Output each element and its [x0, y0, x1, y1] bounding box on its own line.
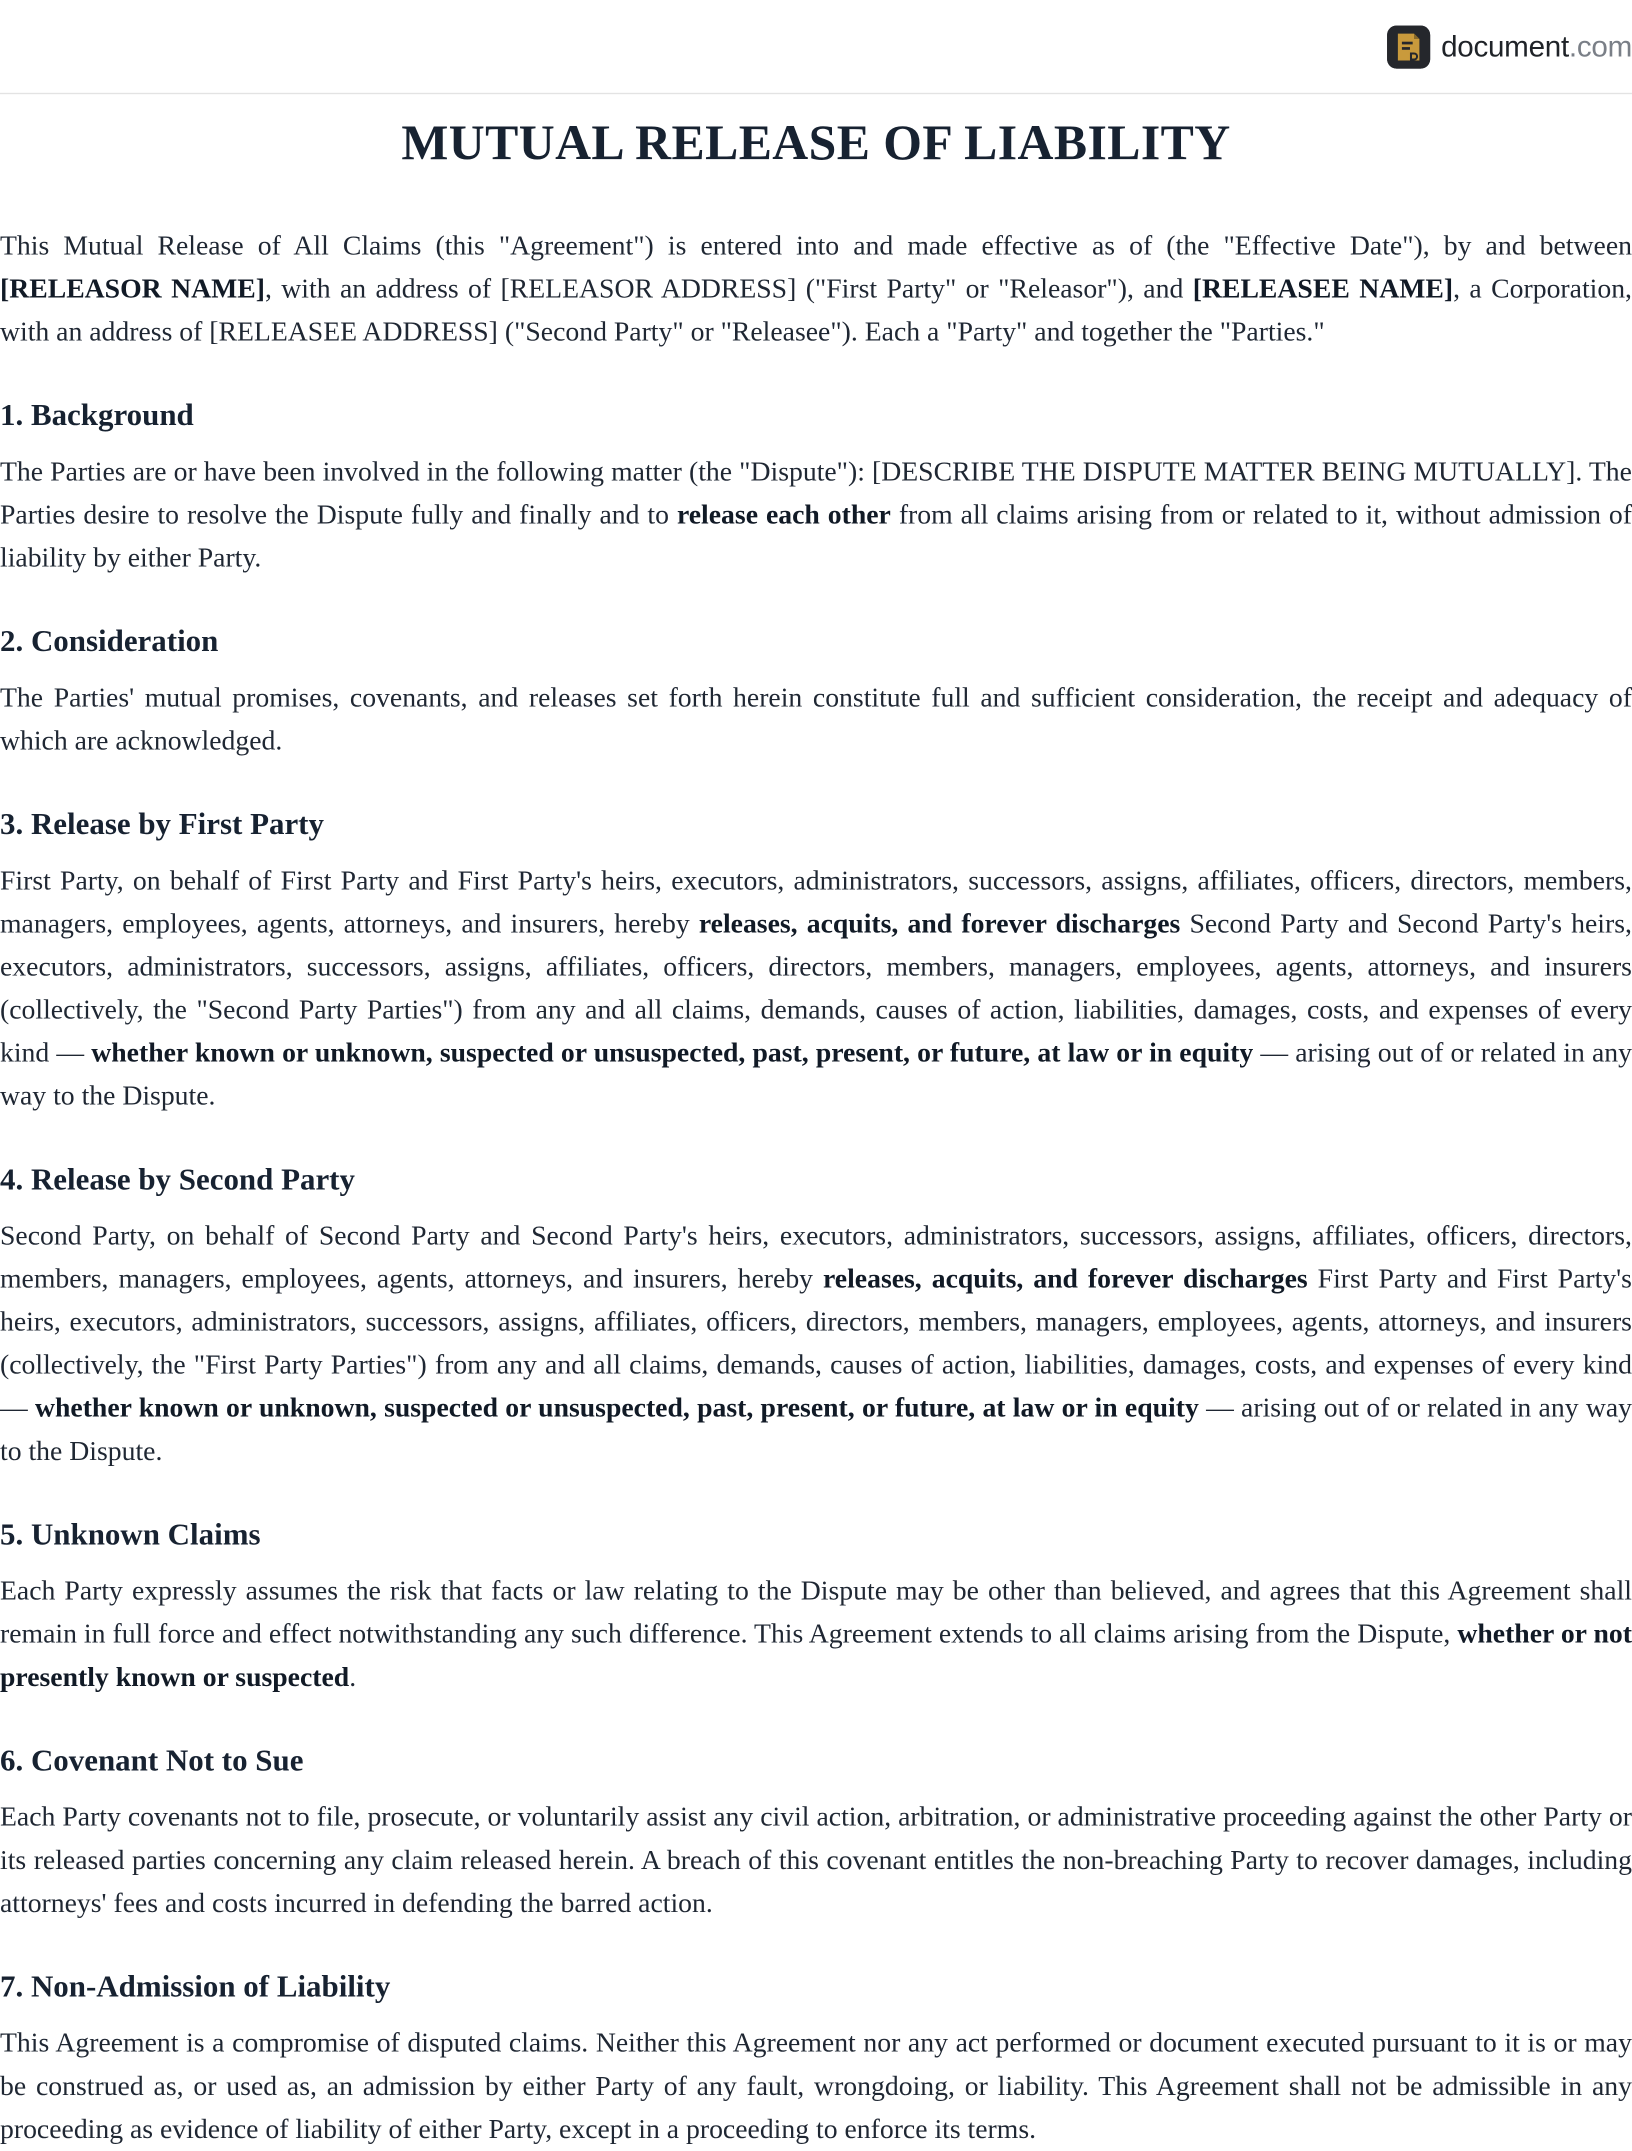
- releasor-name: [RELEASOR NAME]: [0, 274, 265, 305]
- section-heading: 3. Release by First Party: [0, 807, 324, 841]
- brand-suffix: .com: [1568, 29, 1632, 64]
- releasee-name: [RELEASEE NAME]: [1192, 274, 1454, 305]
- paragraph-text: Second Party and Second Party's heirs, executors, administrators, successors, assigns, affiliates, officers, directors, members, managers, employees, agents, attorneys, and insurers (collectively, the "Second Party Parties") from any and all claims, demands, causes of action, liabilities, damages, costs, and expenses of every kind —: [0, 909, 1632, 1069]
- section-consideration: [0, 622, 1632, 763]
- paragraph-bold-text: releases, acquits, and forever discharges: [698, 909, 1181, 940]
- paragraph-bold-text: whether or not presently known or suspected: [0, 1619, 1632, 1693]
- paragraph-bold-text: releases, acquits, and forever discharges: [823, 1264, 1308, 1295]
- section-paragraph: [0, 860, 1632, 1118]
- paragraph-text: This Agreement is a compromise of disputed claims. Neither this Agreement nor any act performed or document executed pursuant to it is or may be construed as, or used as, an admission by either Party of any fault, wrongdoing, or liability. This Agreement shall not be admissible in any proceeding as evidence of liability of either Party, except in a proceeding to enforce its terms.: [0, 2028, 1632, 2145]
- paragraph-text: .: [349, 1662, 357, 1693]
- brand-logo-link[interactable]: [1387, 26, 1632, 69]
- intro-text-2: , with an address of [RELEASOR ADDRESS] ("First Party" or "Releasor"), and: [264, 274, 1193, 305]
- section-unknown-claims: [0, 1515, 1632, 1699]
- paragraph-bold-text: whether known or unknown, suspected or unsuspected, past, present, or future, at law or in equity: [34, 1393, 1199, 1424]
- paragraph-text: Each Party covenants not to file, prosecute, or voluntarily assist any civil action, arbitration, or administrative proceeding against the other Party or its released parties concerning any claim released herein. A breach of this covenant entitles the non-breaching Party to recover damages, including attorneys' fees and costs incurred in defending the barred action.: [0, 1802, 1632, 1919]
- section-heading: 7. Non-Admission of Liability: [0, 1969, 391, 2004]
- paragraph-text: The Parties are or have been involved in the following matter (the "Dispute"): [DESCRIBE THE DISPUTE MATTER BEING MUTUALLY]. The Parties desire to resolve the Dispute fully and finally and to: [0, 457, 1632, 531]
- paragraph-text: The Parties' mutual promises, covenants, and releases set forth herein constitute full and sufficient consideration, the receipt and adequacy of which are acknowledged.: [0, 683, 1632, 757]
- site-header: [0, 0, 1632, 94]
- brand-name: document: [1441, 29, 1569, 64]
- paragraph-bold-text: release each other: [676, 500, 891, 531]
- section-release-by-first-party: [0, 805, 1632, 1118]
- section-heading: 1. Background: [0, 398, 194, 432]
- section-paragraph: [0, 451, 1632, 580]
- section-heading: 2. Consideration: [0, 624, 219, 658]
- document-body: [0, 114, 1632, 2151]
- section-covenant-not-to-sue: [0, 1741, 1632, 1925]
- paragraph-text: Each Party expressly assumes the risk that facts or law relating to the Dispute may be other than believed, and agrees that this Agreement shall remain in full force and effect notwithstanding any such difference. This Agreement extends to all claims arising from the Dispute,: [0, 1576, 1632, 1650]
- section-background: [0, 396, 1632, 580]
- intro-text-3: , a Corporation, with an address of [RELEASEE ADDRESS] ("Second Party" or "Releasee"). Each a "Party" and together the "Parties.": [0, 274, 1632, 348]
- intro-paragraph: [0, 225, 1632, 354]
- section-heading: 5. Unknown Claims: [0, 1517, 261, 1552]
- section-paragraph: [0, 1215, 1632, 1473]
- paragraph-text: Second Party, on behalf of Second Party and Second Party's heirs, executors, administrators, successors, assigns, affiliates, officers, directors, members, managers, employees, agents, attorneys, and insurers, hereby: [0, 1221, 1632, 1295]
- paragraph-text: — arising out of or related in any way to the Dispute.: [0, 1038, 1632, 1112]
- section-non-admission-of-liability: [0, 1967, 1632, 2151]
- section-paragraph: [0, 2022, 1632, 2151]
- section-paragraph: [0, 677, 1632, 763]
- paragraph-text: — arising out of or related in any way to the Dispute.: [0, 1393, 1632, 1467]
- brand-wordmark: [1441, 26, 1632, 69]
- section-heading: 4. Release by Second Party: [0, 1162, 355, 1197]
- section-paragraph: [0, 1796, 1632, 1925]
- section-heading: 6. Covenant Not to Sue: [0, 1743, 304, 1778]
- section-paragraph: [0, 1570, 1632, 1699]
- paragraph-text: First Party, on behalf of First Party and First Party's heirs, executors, administrators, successors, assigns, affiliates, officers, directors, members, managers, employees, agents, attorneys, and insurers, hereby: [0, 866, 1632, 940]
- intro-text-1: This Mutual Release of All Claims (this "Agreement") is entered into and made effective as of (the "Effective Date"), by and between: [0, 231, 1632, 262]
- document-logo-icon: [1387, 26, 1430, 69]
- section-release-by-second-party: [0, 1160, 1632, 1473]
- paragraph-text: First Party and First Party's heirs, executors, administrators, successors, assigns, affiliates, officers, directors, members, managers, employees, agents, attorneys, and insurers (collectively, the "First Party Parties") from any and all claims, demands, causes of action, liabilities, damages, costs, and expenses of every kind —: [0, 1264, 1632, 1424]
- paragraph-text: from all claims arising from or related to it, without admission of liability by either Party.: [0, 500, 1632, 574]
- document-title: MUTUAL RELEASE OF LIABILITY: [401, 115, 1231, 171]
- paragraph-bold-text: whether known or unknown, suspected or unsuspected, past, present, or future, at law or in equity: [91, 1038, 1254, 1069]
